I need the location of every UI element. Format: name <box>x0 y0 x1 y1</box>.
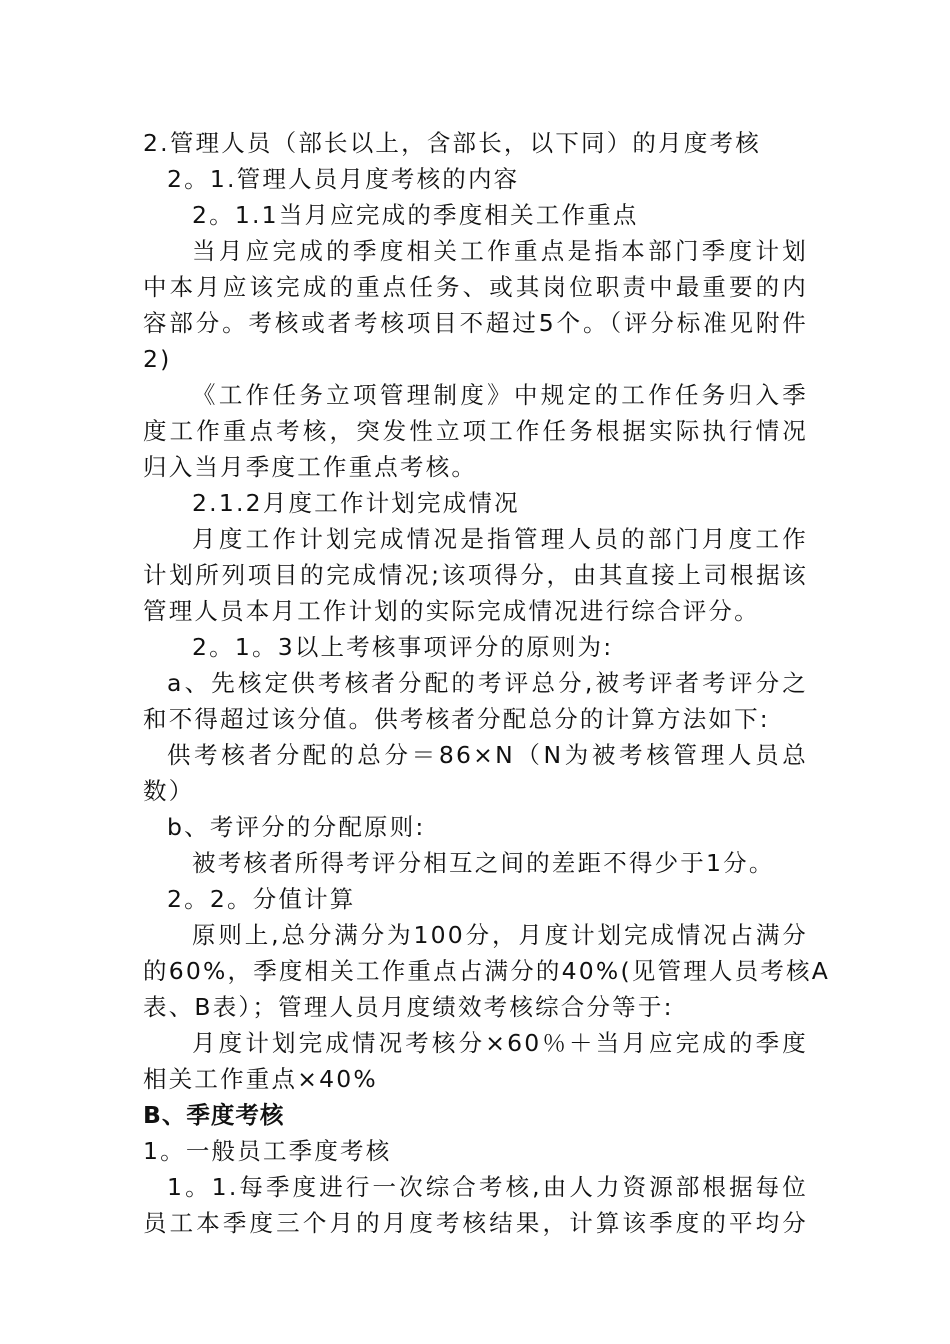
paragraph-line: 原则上,总分满分为100分，月度计划完成情况占满分 <box>192 921 808 949</box>
paragraph-line: 当月应完成的季度相关工作重点是指本部门季度计划 <box>192 237 808 265</box>
paragraph-line: 被考核者所得考评分相互之间的差距不得少于1分。 <box>192 849 775 877</box>
section-heading-bold: B、季度考核 <box>143 1101 285 1129</box>
section-heading: 1。一般员工季度考核 <box>143 1137 392 1165</box>
paragraph-line: a、先核定供考核者分配的考评总分,被考评者考评分之 <box>167 669 808 697</box>
subsubsection-heading: 2。1.1当月应完成的季度相关工作重点 <box>192 201 639 229</box>
paragraph-line: 计划所列项目的完成情况;该项得分，由其直接上司根据该 <box>143 561 808 589</box>
paragraph-line: 度工作重点考核，突发性立项工作任务根据实际执行情况 <box>143 417 808 445</box>
paragraph-line: 2) <box>143 345 172 373</box>
formula-line: 供考核者分配的总分＝86×N（N为被考核管理人员总 <box>167 741 808 769</box>
paragraph-line: 中本月应该完成的重点任务、或其岗位职责中最重要的内 <box>143 273 808 301</box>
formula-line: 月度计划完成情况考核分×60％＋当月应完成的季度 <box>192 1029 808 1057</box>
subsubsection-heading: 2。1。3以上考核事项评分的原则为: <box>192 633 614 661</box>
list-item: b、考评分的分配原则: <box>167 813 426 841</box>
paragraph-line: 容部分。考核或者考核项目不超过5个。（评分标准见附件 <box>143 309 808 337</box>
paragraph-line: 和不得超过该分值。供考核者分配总分的计算方法如下: <box>143 705 770 733</box>
paragraph-line: 员工本季度三个月的月度考核结果，计算该季度的平均分 <box>143 1209 808 1237</box>
paragraph-line: 《工作任务立项管理制度》中规定的工作任务归入季 <box>192 381 808 409</box>
paragraph-line: 的60%，季度相关工作重点占满分的40%(见管理人员考核A <box>143 957 831 985</box>
subsubsection-heading: 2.1.2月度工作计划完成情况 <box>192 489 520 517</box>
section-heading: 2.管理人员（部长以上，含部长，以下同）的月度考核 <box>143 129 761 157</box>
paragraph-line: 数） <box>143 777 195 805</box>
paragraph-line: 月度工作计划完成情况是指管理人员的部门月度工作 <box>192 525 808 553</box>
subsection-heading: 2。1.管理人员月度考核的内容 <box>167 165 520 193</box>
subsection-heading: 2。2。分值计算 <box>167 885 356 913</box>
paragraph-line: 归入当月季度工作重点考核。 <box>143 453 478 481</box>
formula-line: 相关工作重点×40% <box>143 1065 378 1093</box>
paragraph-line: 表、B表）；管理人员月度绩效考核综合分等于: <box>143 993 674 1021</box>
paragraph-line: 管理人员本月工作计划的实际完成情况进行综合评分。 <box>143 597 760 625</box>
paragraph-line: 1。1.每季度进行一次综合考核,由人力资源部根据每位 <box>167 1173 808 1201</box>
